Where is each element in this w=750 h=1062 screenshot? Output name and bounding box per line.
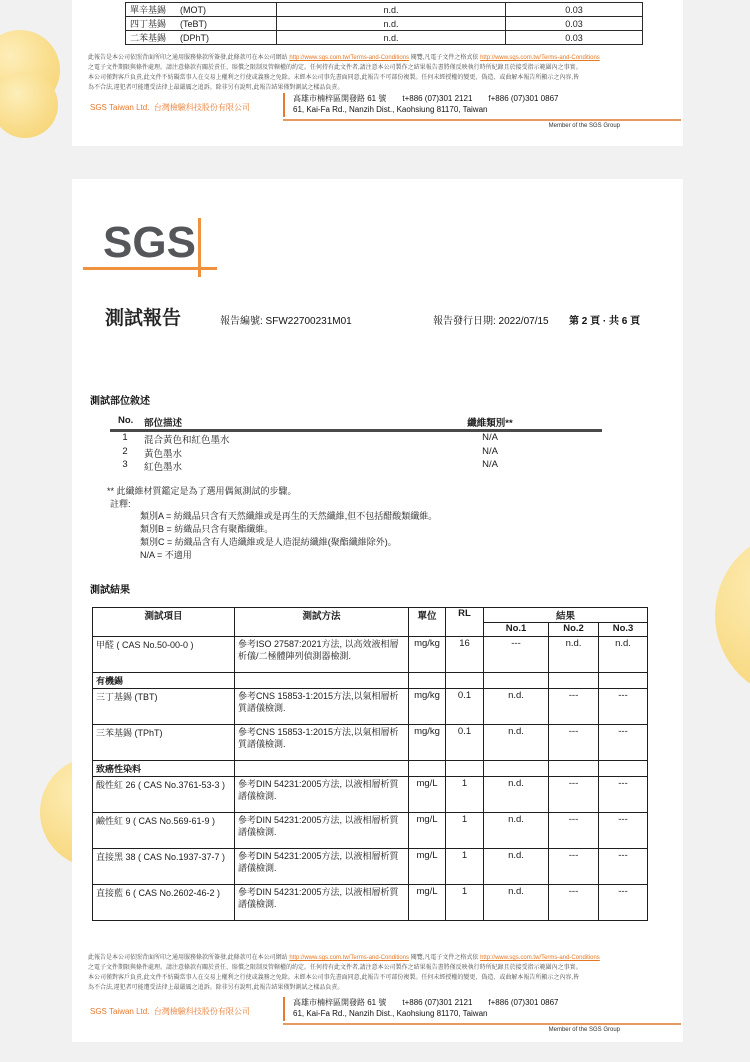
rl-cell: 16 xyxy=(446,637,484,673)
empty-cell xyxy=(409,673,446,689)
notes-list xyxy=(140,510,437,562)
test-item-cell: 鹼性紅 9 ( CAS No.569-61-9 ) xyxy=(93,813,235,849)
result-no3-cell: --- xyxy=(599,689,648,725)
part-number: 1 xyxy=(122,432,128,443)
logo-vertical-rule xyxy=(198,218,201,277)
results-group-row xyxy=(93,673,648,689)
results-group-row xyxy=(93,761,648,777)
address-line-zh xyxy=(293,997,558,1008)
test-item-cell: 三苯基錫 (TPhT) xyxy=(93,725,235,761)
test-method-cell: 參考DIN 54231:2005方法, 以液相層析質譜儀檢測. xyxy=(235,849,409,885)
part-description: 紅色墨水 xyxy=(144,462,183,473)
empty-cell xyxy=(235,673,409,689)
substance-abbr: (MOT) xyxy=(180,5,207,15)
result-no1-cell: n.d. xyxy=(484,885,549,921)
substance-name: 二苯基錫 xyxy=(130,33,167,43)
address-line-zh xyxy=(293,93,558,104)
result-no2-cell: --- xyxy=(549,813,599,849)
group-label-cell: 有機錫 xyxy=(93,673,235,689)
column-header-method: 測試方法 xyxy=(235,608,409,637)
address-zh: 高雄市楠梓區開發路 61 號 xyxy=(293,94,387,103)
disclaimer-text xyxy=(88,53,672,93)
address-line-en: 61, Kai-Fa Rd., Nanzih Dist., Kaohsiung 81170, Taiwan xyxy=(293,105,488,114)
phone-number: t+886 (07)301 2121 xyxy=(402,998,473,1007)
result-cell: n.d. xyxy=(277,3,506,17)
address-zh: 高雄市楠梓區開發路 61 號 xyxy=(293,998,387,1007)
address-block xyxy=(293,93,558,115)
footer-rule xyxy=(283,1023,681,1025)
column-header-item: 測試項目 xyxy=(93,608,235,637)
test-item-cell: 直接黑 38 ( CAS No.1937-37-7 ) xyxy=(93,849,235,885)
report-page-2 xyxy=(72,179,683,1042)
empty-cell xyxy=(549,761,599,777)
disclaimer-segment: 此報告是本公司依照背面所印之通用服務條款所簽發,此條款可在本公司網站 xyxy=(88,55,290,61)
result-no2-cell: --- xyxy=(549,725,599,761)
result-no1-cell: n.d. xyxy=(484,689,549,725)
results-header-row-1 xyxy=(93,608,648,623)
disclaimer-segment: 此報告是本公司依照背面所印之通用服務條款所簽發,此條款可在本公司網站 xyxy=(88,955,290,961)
result-no3-cell: --- xyxy=(599,849,648,885)
rl-cell: 1 xyxy=(446,849,484,885)
part-number: 3 xyxy=(122,459,128,470)
empty-cell xyxy=(235,761,409,777)
unit-cell: mg/L xyxy=(409,813,446,849)
test-item-cell: 三丁基錫 (TBT) xyxy=(93,689,235,725)
group-label-cell: 致癌性染料 xyxy=(93,761,235,777)
result-no1-cell: --- xyxy=(484,637,549,673)
result-no3-cell: n.d. xyxy=(599,637,648,673)
logo-horizontal-rule xyxy=(83,267,217,270)
page-title: 測試報告 xyxy=(105,308,182,329)
disclaimer-line: 之電子文件期限與條件處理。請注意條款有關於責任、賠償之限制及管轄權的約定。任何持有此文件者,請注意本公司製作之結果報告書將僅反映執行時所紀錄且於接受指示範圍內之事實。 xyxy=(88,65,582,71)
results-row xyxy=(93,777,648,813)
result-cell: n.d. xyxy=(277,31,506,45)
notes-label: 註釋: xyxy=(110,499,131,509)
disclaimer-line xyxy=(88,953,672,963)
substance-name-cell xyxy=(126,31,277,45)
fiber-footnote: ** 此纖維材質鑑定是為了選用偶氮測試的步驟。 xyxy=(107,486,297,496)
disclaimer-line: 為不合法,違犯者可能遭受法律上最嚴厲之追訴。除非另有說明,此報告結果僅對測試之樣品負責。 xyxy=(88,85,344,91)
disclaimer-segment: 閱覽,凡電子文件之格式依 xyxy=(409,955,481,961)
test-results-table xyxy=(92,607,648,921)
empty-cell xyxy=(409,761,446,777)
test-item-cell: 甲醛 ( CAS No.50-00-0 ) xyxy=(93,637,235,673)
disclaimer-line: 之電子文件期限與條件處理。請注意條款有關於責任、賠償之限制及管轄權的約定。任何持有此文件者,請注意本公司製作之結果報告書將僅反映執行時所紀錄且於接受指示範圍內之事實。 xyxy=(88,965,582,971)
substance-name-cell xyxy=(126,3,277,17)
table-row xyxy=(126,3,643,17)
results-row xyxy=(93,689,648,725)
parts-row xyxy=(110,459,602,473)
part-description: 混合黃色和紅色墨水 xyxy=(144,435,230,446)
test-method-cell: 參考DIN 54231:2005方法, 以液相層析質譜儀檢測. xyxy=(235,813,409,849)
empty-cell xyxy=(446,761,484,777)
terms-link[interactable]: http://www.sgs.com.tw/Terms-and-Conditions xyxy=(480,55,600,61)
rl-cell: 0.1 xyxy=(446,689,484,725)
test-method-cell: 參考DIN 54231:2005方法, 以液相層析質譜儀檢測. xyxy=(235,777,409,813)
footer-rule xyxy=(283,119,681,121)
limit-cell: 0.03 xyxy=(506,3,643,17)
results-row xyxy=(93,885,648,921)
results-row xyxy=(93,849,648,885)
company-name-en: SGS Taiwan Ltd. xyxy=(90,1007,150,1016)
unit-cell: mg/kg xyxy=(409,725,446,761)
column-header-no1: No.1 xyxy=(484,623,549,637)
fiber-class-value: N/A xyxy=(482,459,498,470)
fax-number: f+886 (07)301 0867 xyxy=(488,998,559,1007)
address-line-en: 61, Kai-Fa Rd., Nanzih Dist., Kaohsiung 81170, Taiwan xyxy=(293,1009,488,1018)
result-no1-cell: n.d. xyxy=(484,813,549,849)
company-name xyxy=(90,102,250,113)
result-cell: n.d. xyxy=(277,17,506,31)
unit-cell: mg/L xyxy=(409,849,446,885)
result-no2-cell: --- xyxy=(549,885,599,921)
column-header-no: No. xyxy=(118,415,134,426)
part-description: 黃色墨水 xyxy=(144,448,183,460)
note-line: 類別A = 紡織品只含有天然纖維或是再生的天然纖維,但不包括醋酸類纖維。 xyxy=(140,511,438,521)
sgs-logo: SGS xyxy=(103,218,196,267)
parts-row xyxy=(110,446,602,460)
column-header-description: 部位描述 xyxy=(144,418,183,429)
rl-cell: 1 xyxy=(446,885,484,921)
disclaimer-line xyxy=(88,53,672,63)
test-item-cell: 直接藍 6 ( CAS No.2602-46-2 ) xyxy=(93,885,235,921)
part-number: 2 xyxy=(122,445,128,457)
terms-link[interactable]: http://www.sgs.com.tw/Terms-and-Conditions xyxy=(480,955,600,961)
limit-cell: 0.03 xyxy=(506,31,643,45)
page-footer xyxy=(72,996,683,1032)
member-caption: Member of the SGS Group xyxy=(548,1027,620,1033)
column-header-result: 結果 xyxy=(484,608,648,623)
fiber-class-value: N/A xyxy=(482,432,498,443)
substance-abbr: (DPhT) xyxy=(180,33,210,43)
results-row xyxy=(93,725,648,761)
disclaimer-segment: 閱覽,凡電子文件之格式依 xyxy=(409,55,481,61)
section-heading-parts: 測試部位敘述 xyxy=(90,396,150,407)
result-no3-cell: --- xyxy=(599,777,648,813)
limit-cell: 0.03 xyxy=(506,17,643,31)
report-number: 報告編號: SFW22700231M01 xyxy=(220,316,352,327)
result-no2-cell: --- xyxy=(549,689,599,725)
result-no1-cell: n.d. xyxy=(484,849,549,885)
result-no1-cell: n.d. xyxy=(484,777,549,813)
result-no3-cell: --- xyxy=(599,725,648,761)
empty-cell xyxy=(599,761,648,777)
organotin-table xyxy=(125,2,643,45)
disclaimer-line: 為不合法,違犯者可能遭受法律上最嚴厲之追訴。除非另有說明,此報告結果僅對測試之樣品負責。 xyxy=(88,985,344,991)
disclaimer-line: 本公司僅對客戶負責,此文件不妨礙當事人在交易上權利之行使或義務之免除。未經本公司事先書面同意,此報告不可部份複製。任何未經授權的變更、偽造、或曲解本報告所顯示之內容,皆 xyxy=(88,75,580,81)
page-indicator: 第 2 頁 · 共 6 頁 xyxy=(569,316,641,327)
decor-circle-top-left-2 xyxy=(0,72,58,138)
disclaimer-text xyxy=(88,953,672,993)
issue-date: 報告發行日期: 2022/07/15 xyxy=(433,316,549,327)
unit-cell: mg/kg xyxy=(409,689,446,725)
phone-number: t+886 (07)301 2121 xyxy=(402,94,473,103)
parts-table-header xyxy=(110,415,602,432)
column-header-rl: RL xyxy=(446,608,484,637)
unit-cell: mg/L xyxy=(409,885,446,921)
company-name-zh: 台灣檢驗科技股份有限公司 xyxy=(153,1007,250,1016)
section-heading-results: 測試結果 xyxy=(90,585,130,596)
company-name-en: SGS Taiwan Ltd. xyxy=(90,103,150,112)
column-header-no3: No.3 xyxy=(599,623,648,637)
substance-name-cell xyxy=(126,17,277,31)
terms-link[interactable]: http://www.sgs.com.tw/Terms-and-Conditions xyxy=(289,55,410,61)
table-row xyxy=(126,31,643,45)
column-header-unit: 單位 xyxy=(409,608,446,637)
result-no3-cell: --- xyxy=(599,885,648,921)
decor-circle-right xyxy=(715,530,750,700)
result-no3-cell: --- xyxy=(599,813,648,849)
unit-cell: mg/L xyxy=(409,777,446,813)
results-row xyxy=(93,813,648,849)
note-line: 類別B = 紡織品只含有聚酯纖維。 xyxy=(140,524,274,534)
table-row xyxy=(126,17,643,31)
test-item-cell: 酸性紅 26 ( CAS No.3761-53-3 ) xyxy=(93,777,235,813)
rl-cell: 0.1 xyxy=(446,725,484,761)
result-no2-cell: --- xyxy=(549,777,599,813)
address-block xyxy=(293,997,558,1019)
tested-parts-table xyxy=(110,415,602,473)
column-header-fiber-class: 纖維類別** xyxy=(467,418,513,429)
empty-cell xyxy=(484,673,549,689)
footer-divider xyxy=(283,997,285,1021)
parts-row xyxy=(110,432,602,446)
test-method-cell: 參考ISO 27587:2021方法, 以高效液相層析儀/二極體陣列偵測器檢測. xyxy=(235,637,409,673)
column-header-no2: No.2 xyxy=(549,623,599,637)
page-footer xyxy=(72,92,683,128)
test-method-cell: 參考DIN 54231:2005方法, 以液相層析質譜儀檢測. xyxy=(235,885,409,921)
footer-divider xyxy=(283,93,285,117)
empty-cell xyxy=(599,673,648,689)
report-page-1 xyxy=(72,0,683,146)
fax-number: f+886 (07)301 0867 xyxy=(488,94,559,103)
result-no2-cell: n.d. xyxy=(549,637,599,673)
result-no2-cell: --- xyxy=(549,849,599,885)
rl-cell: 1 xyxy=(446,813,484,849)
terms-link[interactable]: http://www.sgs.com.tw/Terms-and-Conditions xyxy=(289,955,410,961)
rl-cell: 1 xyxy=(446,777,484,813)
results-row xyxy=(93,637,648,673)
test-method-cell: 參考CNS 15853-1:2015方法,以氣相層析質譜儀檢測. xyxy=(235,689,409,725)
note-line: N/A = 不適用 xyxy=(140,550,192,560)
substance-name: 四丁基錫 xyxy=(130,19,167,29)
empty-cell xyxy=(484,761,549,777)
company-name-zh: 台灣檢驗科技股份有限公司 xyxy=(153,103,250,112)
company-name xyxy=(90,1006,250,1017)
note-line: 類別C = 紡織品含有人造纖維或是人造混紡纖維(聚酯纖維除外)。 xyxy=(140,537,397,547)
test-method-cell: 參考CNS 15853-1:2015方法,以氣相層析質譜儀檢測. xyxy=(235,725,409,761)
empty-cell xyxy=(446,673,484,689)
fiber-class-value: N/A xyxy=(482,445,498,457)
unit-cell: mg/kg xyxy=(409,637,446,673)
disclaimer-line: 本公司僅對客戶負責,此文件不妨礙當事人在交易上權利之行使或義務之免除。未經本公司事先書面同意,此報告不可部份複製。任何未經授權的變更、偽造、或曲解本報告所顯示之內容,皆 xyxy=(88,975,580,981)
result-no1-cell: n.d. xyxy=(484,725,549,761)
substance-name: 單辛基錫 xyxy=(130,5,167,15)
substance-abbr: (TeBT) xyxy=(180,19,208,29)
empty-cell xyxy=(549,673,599,689)
member-caption: Member of the SGS Group xyxy=(548,123,620,129)
